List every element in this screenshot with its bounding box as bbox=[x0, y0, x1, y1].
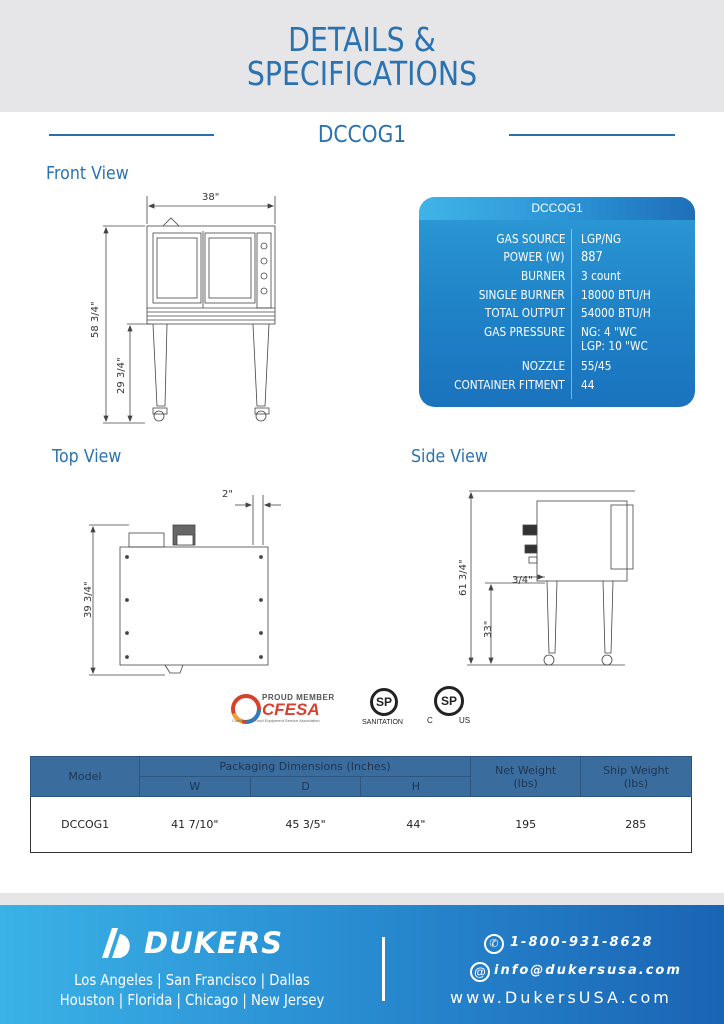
spec-value: 3 count bbox=[581, 269, 621, 283]
header-net-weight bbox=[471, 757, 581, 797]
front-leg-height-label: 29 3/4" bbox=[116, 357, 127, 394]
csa-emblem: SP bbox=[434, 686, 464, 716]
header-w: W bbox=[139, 777, 250, 797]
cell-ship-weight: 285 bbox=[581, 797, 692, 853]
net-weight-label: Net Weight bbox=[495, 763, 557, 777]
spec-card-divider bbox=[571, 229, 572, 399]
cfesa-subtitle: Commercial Food Equipment Service Association bbox=[232, 718, 320, 723]
top-depth-label: 39 3/4" bbox=[83, 581, 94, 618]
header-model: Model bbox=[31, 757, 140, 797]
cell-model: DCCOG1 bbox=[31, 797, 140, 853]
packaging-table bbox=[30, 756, 692, 853]
spec-label: POWER (W) bbox=[503, 250, 565, 264]
spec-value: 54000 BTU/H bbox=[581, 306, 651, 320]
oven-top-diagram bbox=[85, 485, 285, 680]
footer-divider bbox=[382, 937, 385, 1001]
spec-value: LGP: 10 "WC bbox=[581, 339, 648, 353]
csa-sanitation-label: SANITATION bbox=[362, 719, 403, 726]
model-name: DCCOG1 bbox=[317, 122, 407, 148]
divider-right bbox=[509, 134, 675, 136]
spec-value: LGP/NG bbox=[581, 232, 622, 246]
page-header bbox=[0, 0, 724, 112]
spec-card bbox=[419, 197, 695, 407]
brand-icon bbox=[98, 924, 138, 962]
side-view-title: Side View bbox=[411, 446, 488, 467]
spec-label: GAS SOURCE bbox=[495, 232, 565, 246]
footer-band bbox=[0, 893, 724, 905]
side-leg-height-label: 33" bbox=[483, 620, 494, 638]
email-address[interactable]: info@dukersusa.com bbox=[494, 963, 682, 978]
csa-c-label: C bbox=[427, 716, 433, 725]
top-view-title: Top View bbox=[52, 446, 122, 467]
cities-line-2: Houston | Florida | Chicago | New Jersey bbox=[59, 991, 325, 1009]
cell-h: 44" bbox=[361, 797, 471, 853]
ship-weight-unit: (lbs) bbox=[623, 776, 649, 790]
front-view-drawing bbox=[85, 186, 285, 431]
phone-icon: ✆ bbox=[484, 934, 504, 954]
csa-emblem: SP bbox=[370, 688, 398, 716]
cfesa-name: CFESA bbox=[262, 700, 320, 719]
side-view-drawing bbox=[465, 485, 645, 670]
front-view-title: Front View bbox=[46, 163, 129, 184]
header-ship-weight bbox=[581, 757, 692, 797]
header-dimensions: Packaging Dimensions (Inches) bbox=[139, 757, 470, 777]
brand-logo bbox=[98, 922, 288, 964]
side-gap-label: 3/4" bbox=[512, 575, 533, 586]
header-d: D bbox=[250, 777, 361, 797]
csa-sanitation-logo bbox=[362, 688, 410, 730]
spec-label: GAS PRESSURE bbox=[483, 325, 565, 339]
brand-name: DUKERS bbox=[144, 926, 284, 960]
spec-card-title: DCCOG1 bbox=[419, 197, 695, 220]
page-title-line-1: DETAILS & bbox=[288, 20, 436, 59]
header-h: H bbox=[361, 777, 471, 797]
top-offset-label: 2" bbox=[222, 489, 233, 500]
oven-front-diagram bbox=[85, 186, 285, 431]
spec-value: 55/45 bbox=[581, 359, 612, 373]
front-width-label: 38" bbox=[202, 192, 220, 203]
cell-net-weight: 195 bbox=[471, 797, 581, 853]
website-link[interactable]: www.DukersUSA.com bbox=[450, 988, 672, 1007]
spec-value: 44 bbox=[581, 378, 595, 392]
spec-value: 887 bbox=[581, 250, 603, 265]
cfesa-logo bbox=[230, 692, 350, 726]
net-weight-unit: (lbs) bbox=[513, 776, 538, 790]
csa-us-logo bbox=[425, 686, 475, 730]
cell-d: 45 3/5" bbox=[250, 797, 361, 853]
spec-label: CONTAINER FITMENT bbox=[454, 378, 565, 392]
model-heading bbox=[0, 118, 724, 152]
side-height-label: 61 3/4" bbox=[458, 559, 469, 596]
spec-value: 18000 BTU/H bbox=[581, 288, 651, 302]
table-row bbox=[31, 797, 692, 853]
table-header-row bbox=[31, 757, 692, 777]
cities-line-1: Los Angeles | San Francisco | Dallas bbox=[74, 971, 310, 989]
spec-label: NOZZLE bbox=[521, 359, 565, 373]
spec-label: TOTAL OUTPUT bbox=[485, 306, 565, 320]
spec-label: BURNER bbox=[520, 269, 565, 283]
cfesa-tagline: PROUD MEMBER bbox=[262, 693, 335, 702]
oven-side-diagram bbox=[465, 485, 645, 670]
spec-value: NG: 4 "WC bbox=[581, 325, 637, 339]
top-view-drawing bbox=[85, 485, 285, 680]
front-height-label: 58 3/4" bbox=[90, 301, 101, 338]
page-title-line-2: SPECIFICATIONS bbox=[246, 54, 478, 93]
csa-us-label: US bbox=[459, 716, 471, 725]
email-icon: @ bbox=[470, 962, 490, 982]
spec-label: SINGLE BURNER bbox=[478, 288, 565, 302]
phone-number[interactable]: 1-800-931-8628 bbox=[510, 935, 654, 950]
ship-weight-label: Ship Weight bbox=[603, 763, 669, 777]
cell-w: 41 7/10" bbox=[139, 797, 250, 853]
